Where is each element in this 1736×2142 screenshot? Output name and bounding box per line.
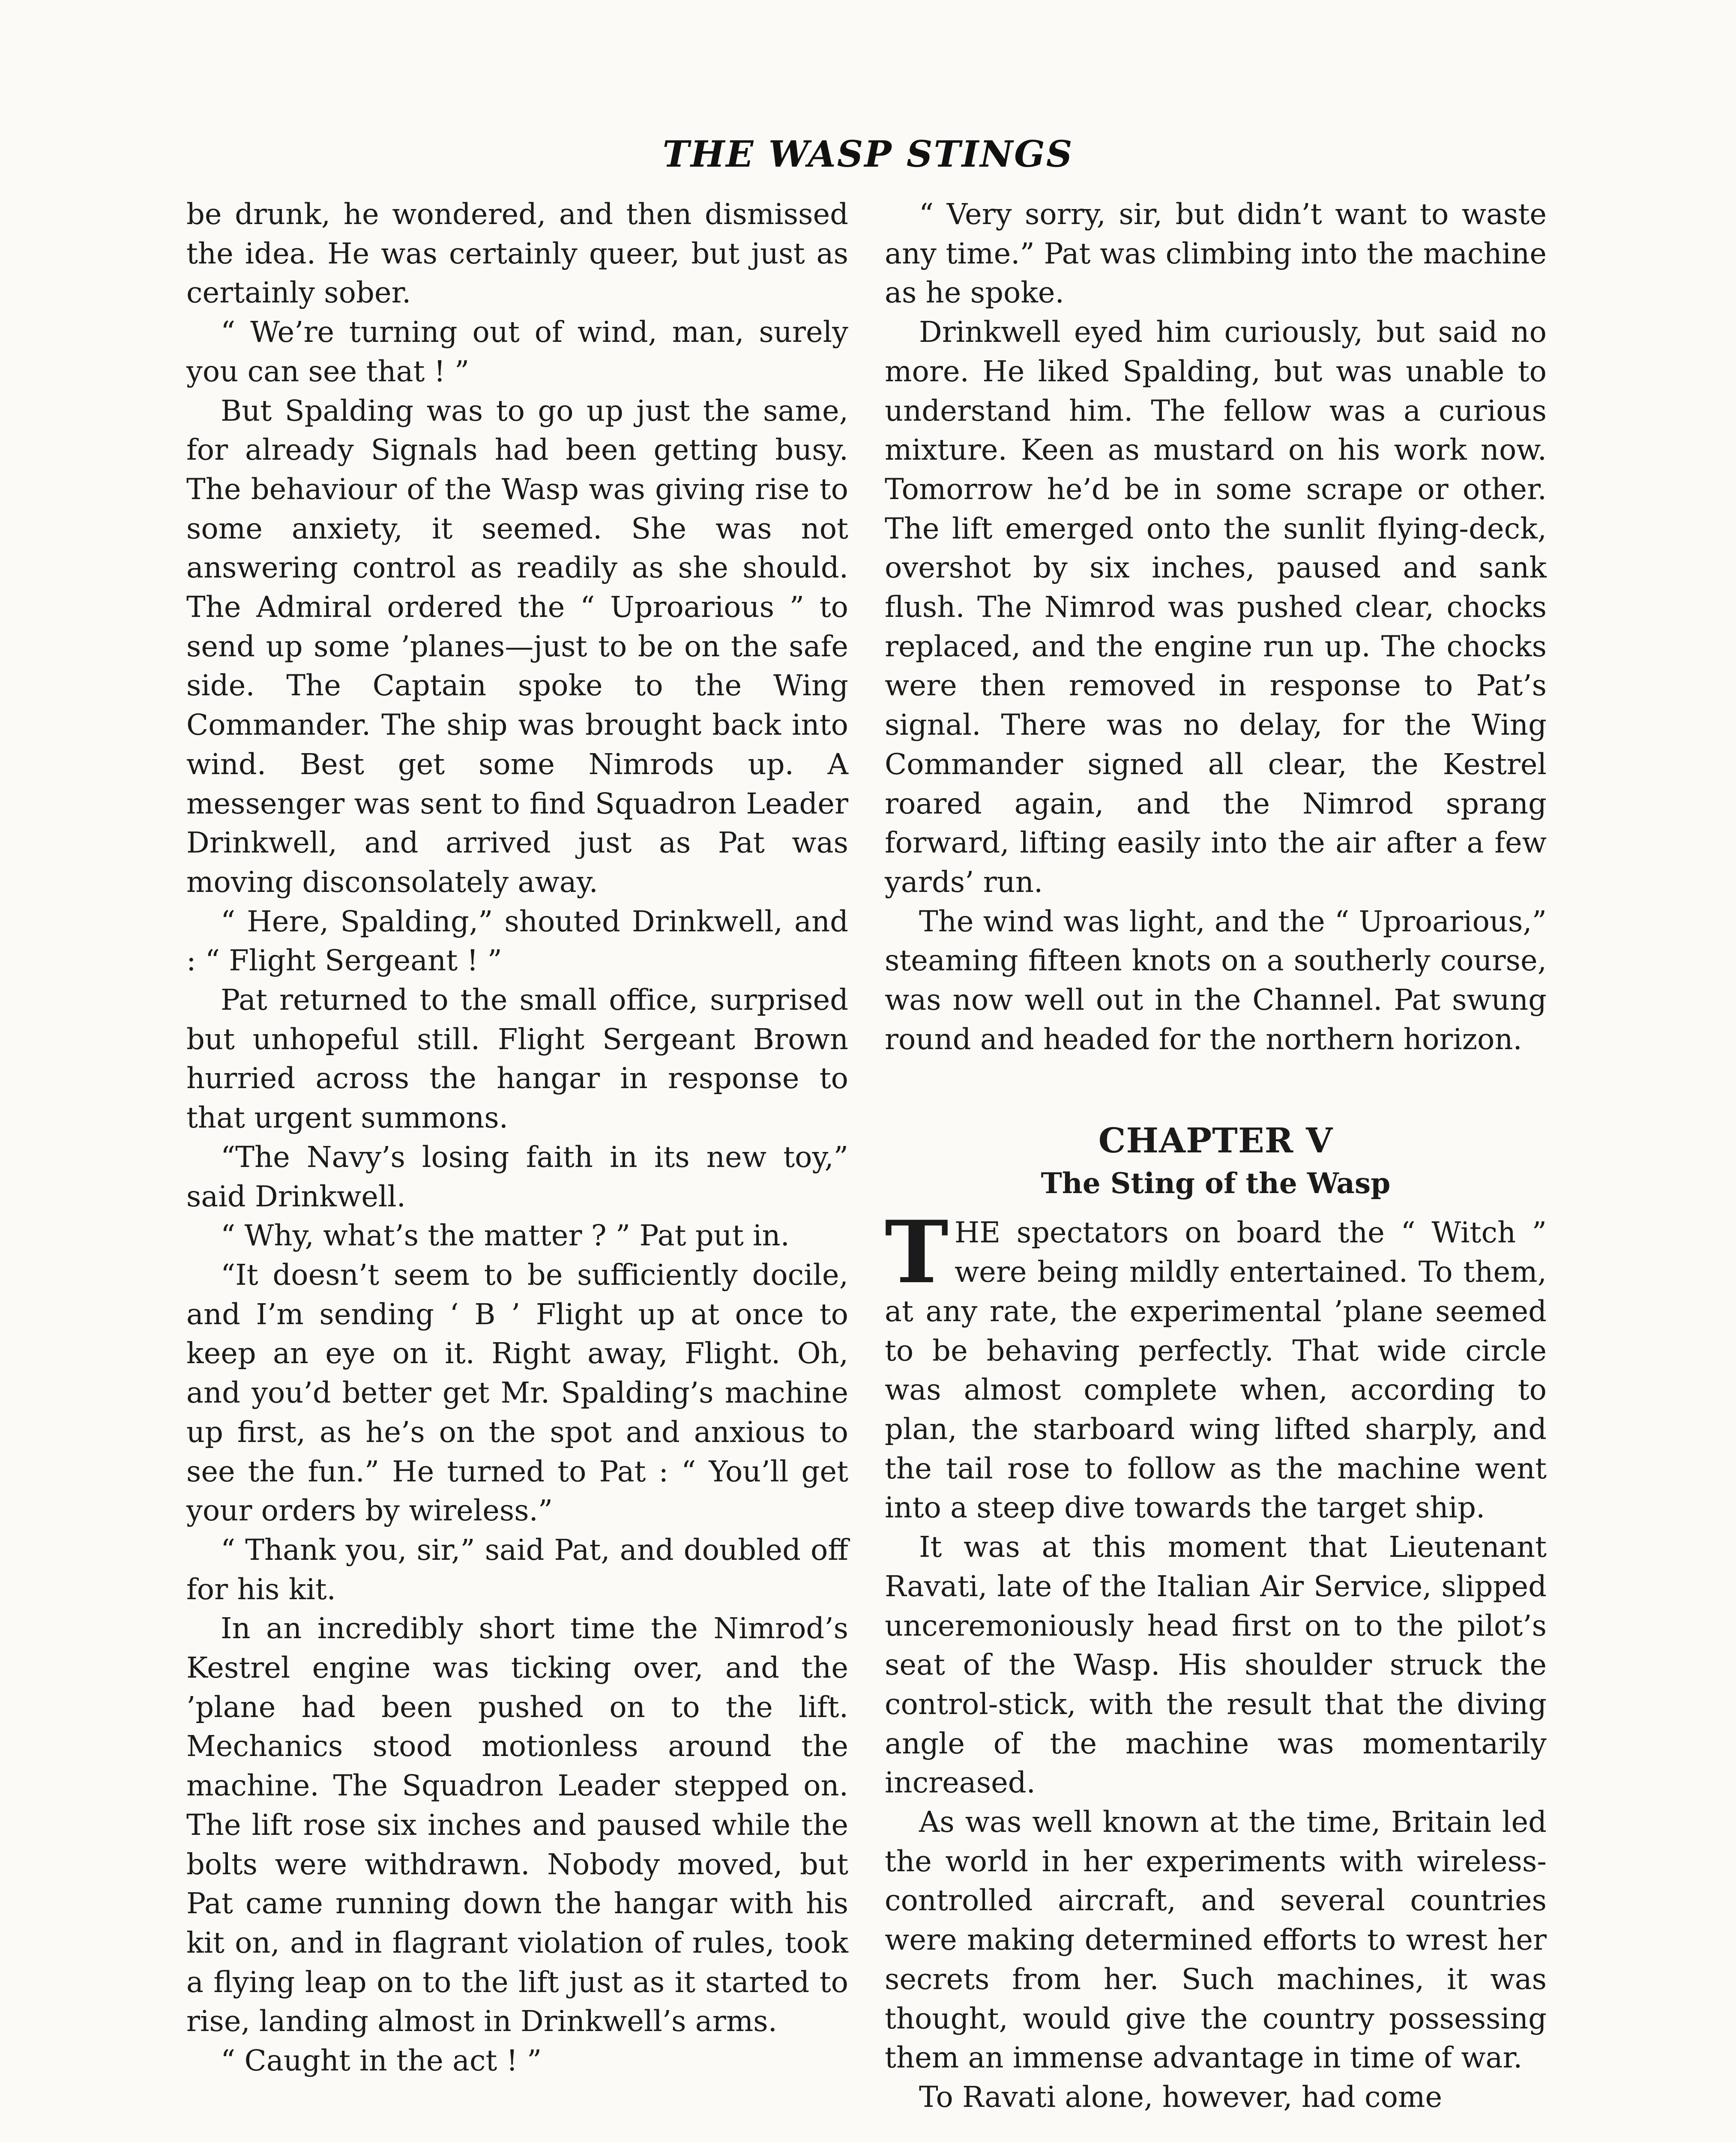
paragraph [885,1202,1547,1528]
paragraph [186,1531,848,1609]
paragraph [186,1609,848,2041]
paragraph-text: HE spectators on board the “ Witch ” were being mildly entertained. To them, at any rate, the experimental ’plane seemed to be behaving perfectly. That wide circle was almost complete when, according to plan, the starboard wing lifted sharply, and the tail rose to follow as the machine went into a steep dive towards the target ship. [885,1216,1547,1525]
paragraph-text: “It doesn’t seem to be sufficiently docile, and I’m sending ‘ B ’ Flight up at once to keep an eye on it. Right away, Flight. Oh, and you’d better get Mr. Spalding’s machine up first, as he’s on the spot and anxious to see the fun.” He turned to Pat : “ You’ll get your orders by wireless.” [186,1258,848,1528]
paragraph [186,981,848,1138]
paragraph [186,2041,848,2081]
paragraph-text: “ Here, Spalding,” shouted Drinkwell, and : “ Flight Sergeant ! ” [186,904,848,978]
paragraph-text: “ We’re turning out of wind, man, surely you can see that ! ” [186,315,848,388]
paragraph-text: In an incredibly short time the Nimrod’s Kestrel engine was ticking over, and the ’plane had been pushed on to the lift. Mechanics stood motionless around the machine. The Squadron Leader stepped on. The lift rose six inches and paused while the bolts were withdrawn. Nobody moved, but Pat came running down the hangar with his kit on, and in flagrant violation of rules, took a flying leap on to the lift just as it started to rise, landing almost in Drinkwell’s arms. [186,1612,848,2038]
chapter-title: CHAPTER V [1098,1120,1333,1161]
right-column-text-before [885,195,1547,1059]
paragraph [885,1803,1547,2078]
paragraph-text: “The Navy’s losing faith in its new toy,” said Drinkwell. [186,1140,848,1213]
paragraph-text: “ Caught in the act ! ” [221,2044,542,2078]
paragraph-text: “ Thank you, sir,” said Pat, and doubled off for his kit. [186,1533,848,1606]
paragraph-text: The wind was light, and the “ Uproarious,” steaming fifteen knots on a southerly course, was now well out in the Channel. Pat swung round and headed for the northern horizon. [885,904,1547,1056]
paragraph [186,902,848,981]
paragraph-text: Drinkwell eyed him curiously, but said no more. He liked Spalding, but was unable to understand him. The fellow was a curious mixture. Keen as mustard on his work now. Tomorrow he’d be in some scrape or other. The lift emerged onto the sunlit flying-deck, overshot by six inches, paused and sank flush. The Nimrod was pushed clear, chocks replaced, and the engine run up. The chocks were then removed in response to Pat’s signal. There was no delay, for the Wing Commander signed all clear, the Kestrel roared again, and the Nimrod sprang forward, lifting easily into the air after a few yards’ run. [885,315,1547,899]
paragraph [885,2078,1547,2117]
paragraph-text: But Spalding was to go up just the same, for already Signals had been getting busy. The behaviour of the Wasp was giving rise to some anxiety, it seemed. She was not answering control as readily as she should. The Admiral ordered the “ Uproarious ” to send up some ’planes—just to be on the safe side. The Captain spoke to the Wing Commander. The ship was brought back into wind. Best get some Nimrods up. A messenger was sent to find Squadron Leader Drinkwell, and arrived just as Pat was moving disconsolately away. [186,394,848,899]
paragraph [186,1138,848,1216]
paragraph [885,902,1547,1059]
right-column-text-after [885,1202,1547,2117]
paragraph-text: Pat returned to the small office, surprised but unhopeful still. Flight Sergeant Brown hurried across the hangar in response to that urgent summons. [186,983,848,1135]
paragraph [186,392,848,902]
paragraph-text: To Ravati alone, however, had come [919,2080,1443,2114]
paragraph-text: “ Why, what’s the matter ? ” Pat put in. [221,1219,790,1253]
drop-cap: T [885,1202,949,1303]
left-column [186,195,848,2081]
paragraph-text: “ Very sorry, sir, but didn’t want to waste any time.” Pat was climbing into the machine as he spoke. [885,197,1547,310]
paragraph-text: be drunk, he wondered, and then dismissed the idea. He was certainly queer, but just as certainly sober. [186,197,848,310]
paragraph [186,195,848,313]
chapter-subtitle: The Sting of the Wasp [1041,1167,1391,1200]
paragraph-text: It was at this moment that Lieutenant Ravati, late of the Italian Air Service, slipped unceremoniously head first on to the pilot’s seat of the Wasp. His shoulder struck the control-stick, with the result that the diving angle of the machine was momentarily increased. [885,1530,1547,1800]
paragraph [186,1256,848,1531]
right-column [885,195,1547,2117]
running-head: THE WASP STINGS [662,133,1074,175]
paragraph [885,195,1547,313]
paragraph [885,1528,1547,1803]
paragraph-text: As was well known at the time, Britain led the world in her experiments with wireless-controlled aircraft, and several countries were making determined efforts to wrest her secrets from her. Such machines, it was thought, would give the country possessing them an immense advantage in time of war. [885,1805,1547,2075]
paragraph [186,313,848,391]
paragraph [186,1216,848,1256]
paragraph [885,313,1547,902]
